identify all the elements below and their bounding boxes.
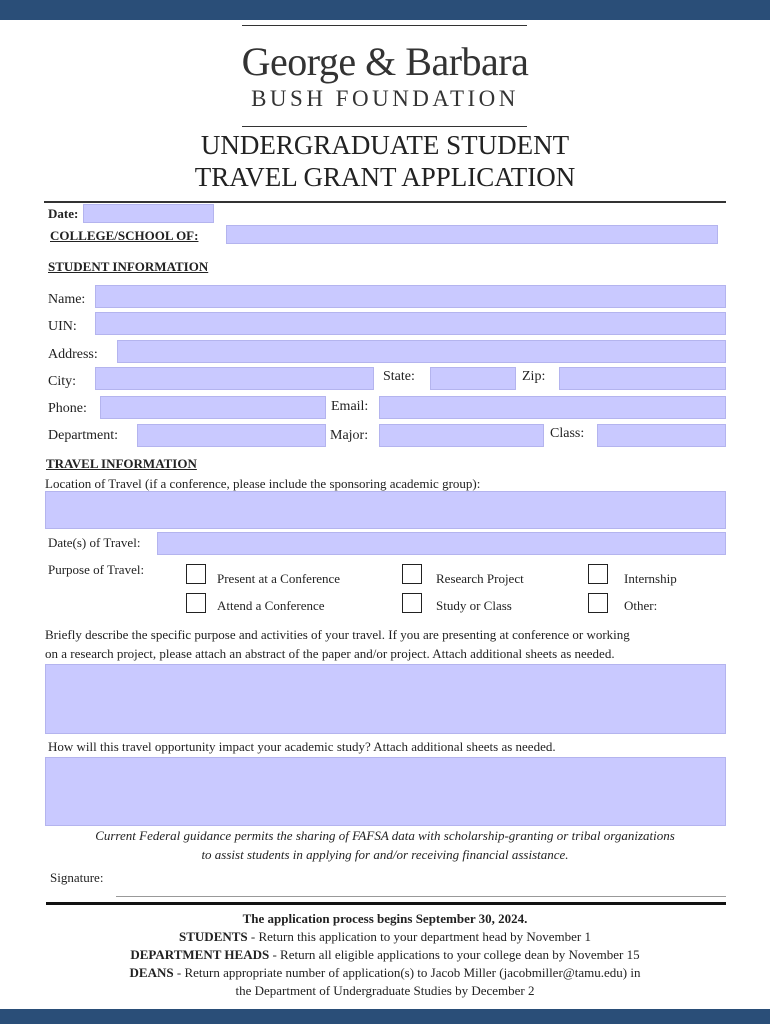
department-label: Department: (48, 428, 118, 443)
logo-top-rule (242, 25, 527, 26)
describe-line2: on a research project, please attach an abstract of the paper and/or project. Attach additional sheets as needed. (45, 646, 615, 661)
uin-label: UIN: (48, 319, 77, 334)
process-text: The application process begins September 30, 2024. (242, 911, 528, 926)
heads-bold: DEPARTMENT HEADS (130, 947, 270, 962)
research-option: Research Project (436, 571, 524, 586)
name-field[interactable] (95, 285, 726, 308)
college-label: COLLEGE/SCHOOL OF: (50, 228, 199, 243)
major-label: Major: (330, 428, 369, 443)
title-line2: TRAVEL GRANT APPLICATION (194, 162, 576, 192)
major-field[interactable] (379, 424, 544, 447)
email-label: Email: (331, 399, 369, 414)
fafsa-line2: to assist students in applying for and/or receiving financial assistance. (201, 847, 569, 862)
attend-checkbox[interactable] (186, 593, 206, 613)
describe-field[interactable] (45, 664, 726, 734)
present-option: Present at a Conference (217, 571, 341, 586)
address-label: Address: (48, 347, 98, 362)
purpose-label: Purpose of Travel: (48, 562, 145, 577)
phone-label: Phone: (48, 401, 87, 416)
travel-info-heading: TRAVEL INFORMATION (46, 456, 197, 471)
deans-text: - Return appropriate number of application(s) to Jacob Miller (jacobmiller@tamu.edu) in (173, 965, 641, 980)
student-info-heading: STUDENT INFORMATION (48, 259, 209, 274)
students-text: - Return this application to your department head by November 1 (247, 929, 591, 944)
college-field[interactable] (226, 225, 718, 244)
state-field[interactable] (430, 367, 516, 390)
bottom-banner (0, 1009, 770, 1024)
present-checkbox[interactable] (186, 564, 206, 584)
location-label: Location of Travel (if a conference, please include the sponsoring academic group): (45, 476, 481, 491)
heads-instruction (0, 947, 770, 963)
heads-text: - Return all eligible applications to your college dean by November 15 (269, 947, 640, 962)
impact-field[interactable] (45, 757, 726, 826)
date-field[interactable] (83, 204, 214, 223)
fafsa-line1: Current Federal guidance permits the sharing of FAFSA data with scholarship-granting or tribal organizations (95, 828, 675, 843)
address-field[interactable] (117, 340, 726, 363)
department-field[interactable] (137, 424, 326, 447)
location-field[interactable] (45, 491, 726, 529)
other-checkbox[interactable] (588, 593, 608, 613)
impact-label: How will this travel opportunity impact your academic study? Attach additional sheets as needed. (48, 739, 556, 754)
students-instruction (0, 929, 770, 945)
dates-field[interactable] (157, 532, 726, 555)
title-line1: UNDERGRADUATE STUDENT (200, 130, 570, 160)
date-label: Date: (48, 206, 79, 221)
footer-rule (46, 902, 726, 905)
deans-instruction (0, 965, 770, 981)
zip-field[interactable] (559, 367, 726, 390)
dates-label: Date(s) of Travel: (48, 535, 141, 550)
other-option: Other: (624, 598, 658, 613)
logo-line1: George & Barbara (241, 39, 529, 84)
deans-instruction-line2: the Department of Undergraduate Studies by December 2 (235, 983, 535, 998)
internship-option: Internship (624, 571, 677, 586)
students-bold: STUDENTS (179, 929, 248, 944)
study-option: Study or Class (436, 598, 512, 613)
phone-field[interactable] (100, 396, 326, 419)
city-field[interactable] (95, 367, 374, 390)
city-label: City: (48, 374, 77, 389)
describe-line1: Briefly describe the specific purpose and activities of your travel. If you are presenting at conference or working (45, 627, 630, 642)
logo-line2: BUSH FOUNDATION (251, 86, 519, 111)
logo-bottom-rule (242, 126, 527, 127)
email-field[interactable] (379, 396, 726, 419)
state-label: State: (383, 369, 415, 384)
top-banner (0, 0, 770, 20)
research-checkbox[interactable] (402, 564, 422, 584)
signature-label: Signature: (50, 870, 104, 885)
zip-label: Zip: (522, 369, 546, 384)
signature-line[interactable] (116, 896, 726, 897)
attend-option: Attend a Conference (217, 598, 325, 613)
class-label: Class: (550, 426, 585, 441)
deans-bold: DEANS (129, 965, 174, 980)
internship-checkbox[interactable] (588, 564, 608, 584)
class-field[interactable] (597, 424, 726, 447)
title-rule (44, 201, 726, 203)
uin-field[interactable] (95, 312, 726, 335)
study-checkbox[interactable] (402, 593, 422, 613)
name-label: Name: (48, 292, 86, 307)
